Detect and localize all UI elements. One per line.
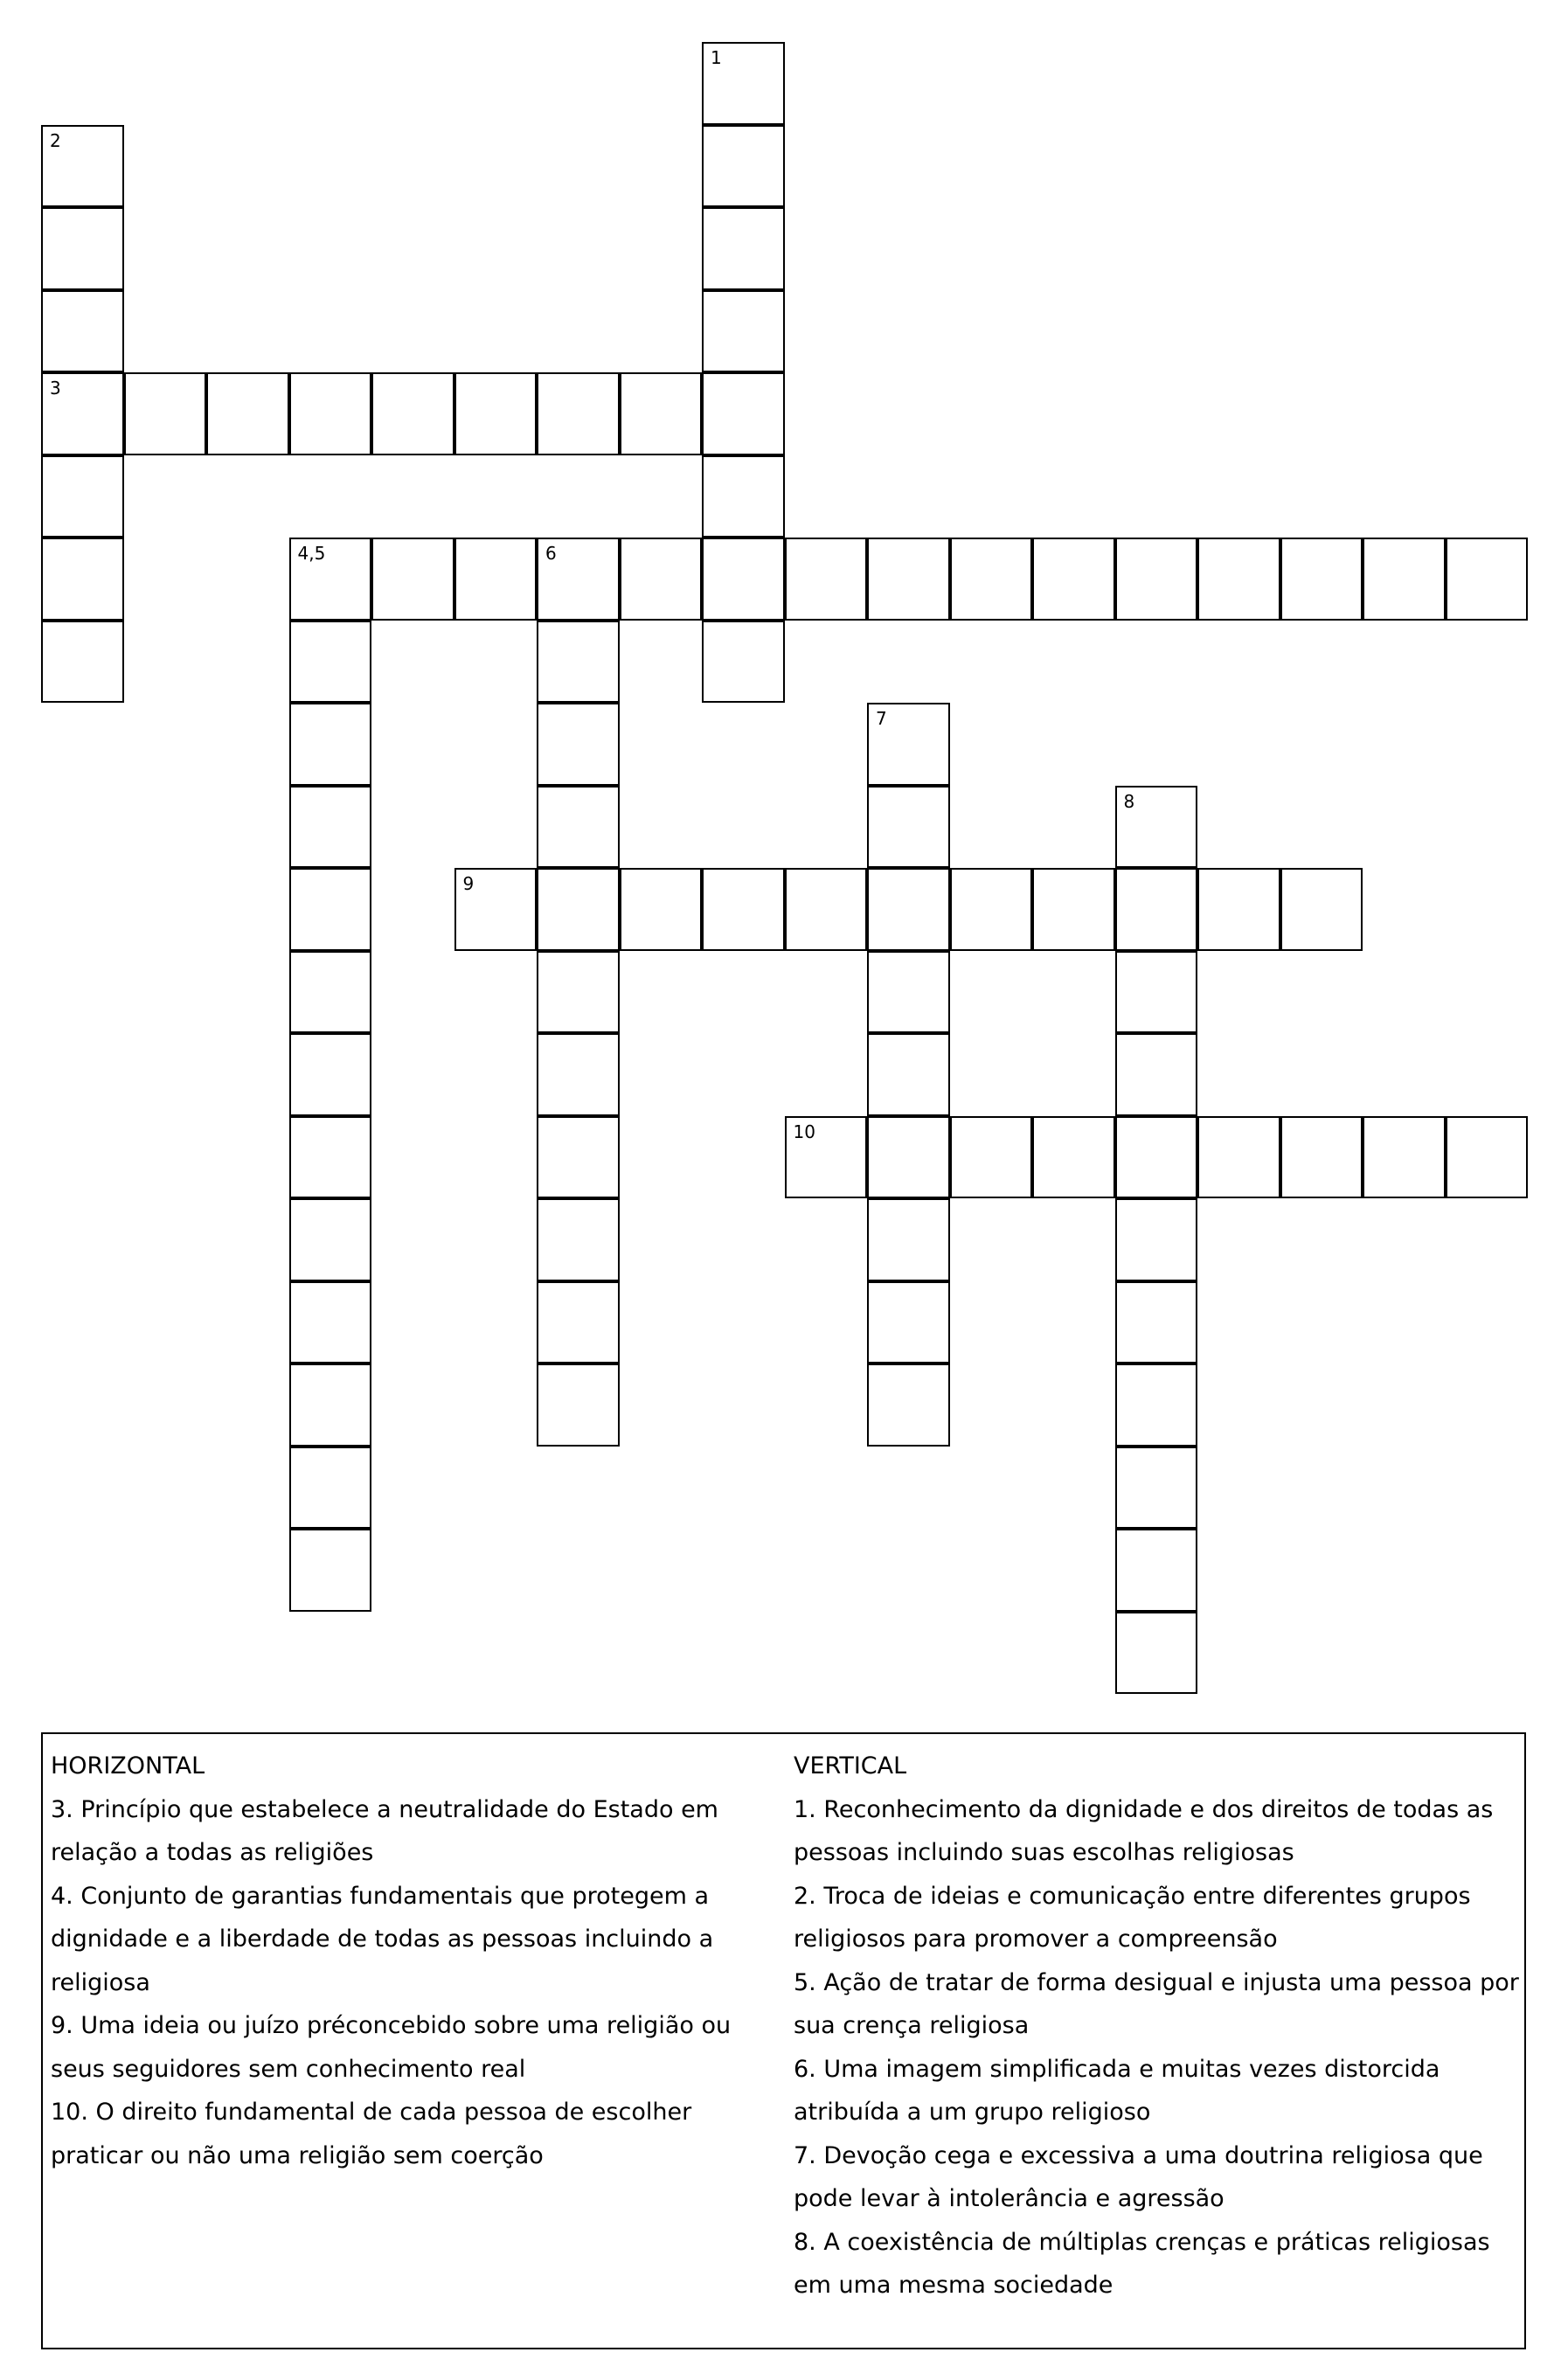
clue-number: 8 — [1123, 790, 1135, 812]
grid-cell[interactable] — [1115, 1033, 1198, 1116]
clue-4-across: 4. Conjunto de garantias fundamentais que protegem a dignidade e a liberdade de todas as pessoas incluindo a religiosa — [51, 1882, 714, 1996]
clue-6-down: 6. Uma imagem simplificada e muitas vezes distorcida atribuída a um grupo religioso — [794, 2055, 1440, 2126]
grid-cell[interactable] — [1446, 1116, 1529, 1199]
grid-cell[interactable] — [1115, 1281, 1198, 1364]
clue-number: 7 — [876, 708, 887, 729]
grid-cell[interactable] — [289, 621, 372, 704]
grid-cell[interactable] — [702, 125, 785, 208]
grid-cell[interactable] — [1115, 1529, 1198, 1612]
grid-cell[interactable] — [950, 868, 1033, 951]
vertical-heading: VERTICAL — [794, 1752, 907, 1780]
grid-cell[interactable] — [537, 1281, 620, 1364]
grid-cell[interactable] — [1115, 786, 1198, 869]
grid-cell[interactable] — [289, 1529, 372, 1612]
grid-cell[interactable] — [1363, 1116, 1446, 1199]
grid-cell[interactable] — [289, 1447, 372, 1530]
grid-cell[interactable] — [371, 372, 454, 455]
grid-cell[interactable] — [1032, 538, 1115, 621]
grid-cell[interactable] — [1197, 538, 1280, 621]
grid-cell[interactable] — [1363, 538, 1446, 621]
grid-cell[interactable] — [289, 951, 372, 1034]
grid-cell[interactable] — [867, 868, 950, 951]
grid-cell[interactable] — [1446, 538, 1529, 621]
grid-cell[interactable] — [537, 621, 620, 704]
grid-cell[interactable] — [702, 455, 785, 538]
grid-cell[interactable] — [1032, 868, 1115, 951]
grid-cell[interactable] — [371, 538, 454, 621]
grid-cell[interactable] — [537, 951, 620, 1034]
clue-10-across: 10. O direito fundamental de cada pessoa de escolher praticar ou não uma religião sem coerção — [51, 2099, 692, 2169]
grid-cell[interactable] — [1280, 538, 1363, 621]
grid-cell[interactable] — [1115, 868, 1198, 951]
grid-cell[interactable] — [1115, 1198, 1198, 1281]
grid-cell[interactable] — [1280, 868, 1363, 951]
grid-cell[interactable] — [867, 1198, 950, 1281]
vertical-clues — [794, 1745, 1519, 2307]
grid-cell[interactable] — [289, 868, 372, 951]
grid-cell[interactable] — [867, 703, 950, 786]
grid-cell[interactable] — [537, 538, 620, 621]
grid-cell[interactable] — [454, 868, 538, 951]
grid-cell[interactable] — [289, 703, 372, 786]
grid-cell[interactable] — [702, 372, 785, 455]
grid-cell[interactable] — [206, 372, 289, 455]
clue-number: 10 — [793, 1121, 815, 1142]
grid-cell[interactable] — [1115, 1447, 1198, 1530]
grid-cell[interactable] — [537, 786, 620, 869]
grid-cell[interactable] — [1197, 1116, 1280, 1199]
clue-7-down: 7. Devoção cega e excessiva a uma doutrina religiosa que pode levar à intolerância e agressão — [794, 2141, 1483, 2212]
grid-cell[interactable] — [1115, 1116, 1198, 1199]
grid-cell[interactable] — [785, 868, 868, 951]
grid-cell[interactable] — [785, 1116, 868, 1199]
horizontal-clues — [51, 1745, 776, 2177]
grid-cell[interactable] — [289, 538, 372, 621]
grid-cell[interactable] — [537, 372, 620, 455]
grid-cell[interactable] — [867, 1116, 950, 1199]
grid-cell[interactable] — [867, 1281, 950, 1364]
grid-cell[interactable] — [620, 868, 703, 951]
grid-cell[interactable] — [1032, 1116, 1115, 1199]
grid-cell[interactable] — [41, 207, 124, 290]
grid-cell[interactable] — [454, 372, 538, 455]
clue-number: 2 — [50, 129, 61, 151]
clue-number: 9 — [462, 873, 475, 894]
grid-cell[interactable] — [41, 125, 124, 208]
clue-9-across: 9. Uma ideia ou juízo préconcebido sobre uma religião ou seus seguidores sem conhecimento real — [51, 2012, 732, 2083]
grid-cell[interactable] — [289, 1198, 372, 1281]
grid-cell[interactable] — [289, 1116, 372, 1199]
grid-cell[interactable] — [702, 42, 785, 125]
grid-cell[interactable] — [1197, 868, 1280, 951]
grid-cell[interactable] — [537, 703, 620, 786]
grid-cell[interactable] — [289, 1281, 372, 1364]
horizontal-heading: HORIZONTAL — [51, 1752, 205, 1780]
grid-cell[interactable] — [620, 538, 703, 621]
clue-1-down: 1. Reconhecimento da dignidade e dos direitos de todas as pessoas incluindo suas escolhas religiosas — [794, 1795, 1494, 1866]
grid-cell[interactable] — [289, 372, 372, 455]
grid-cell[interactable] — [867, 786, 950, 869]
grid-cell[interactable] — [289, 786, 372, 869]
grid-cell[interactable] — [702, 621, 785, 704]
grid-cell[interactable] — [537, 1363, 620, 1447]
grid-cell[interactable] — [41, 290, 124, 373]
grid-cell[interactable] — [702, 290, 785, 373]
grid-cell[interactable] — [702, 207, 785, 290]
grid-cell[interactable] — [785, 538, 868, 621]
grid-cell[interactable] — [1115, 1363, 1198, 1447]
grid-cell[interactable] — [1115, 951, 1198, 1034]
grid-cell[interactable] — [289, 1363, 372, 1447]
grid-cell[interactable] — [537, 1033, 620, 1116]
grid-cell[interactable] — [950, 1116, 1033, 1199]
clue-3-across: 3. Princípio que estabelece a neutralidade do Estado em relação a todas as religiões — [51, 1795, 718, 1866]
grid-cell[interactable] — [537, 868, 620, 951]
grid-cell[interactable] — [702, 868, 785, 951]
grid-cell[interactable] — [41, 621, 124, 704]
grid-cell[interactable] — [124, 372, 207, 455]
grid-cell[interactable] — [41, 538, 124, 621]
grid-cell[interactable] — [1115, 1612, 1198, 1695]
clue-number: 3 — [50, 378, 61, 399]
grid-cell[interactable] — [41, 455, 124, 538]
grid-cell[interactable] — [950, 538, 1033, 621]
clue-number: 6 — [545, 543, 557, 564]
grid-cell[interactable] — [620, 372, 703, 455]
grid-cell[interactable] — [867, 1033, 950, 1116]
grid-cell[interactable] — [867, 1363, 950, 1447]
grid-cell[interactable] — [867, 951, 950, 1034]
clue-number: 1 — [711, 47, 722, 68]
grid-cell[interactable] — [454, 538, 538, 621]
grid-cell[interactable] — [1115, 538, 1198, 621]
clues-box — [41, 1732, 1526, 2349]
grid-cell[interactable] — [702, 538, 785, 621]
clue-5-down: 5. Ação de tratar de forma desigual e injusta uma pessoa por sua crença religiosa — [794, 1968, 1519, 2039]
grid-cell[interactable] — [41, 372, 124, 455]
clue-number: 4,5 — [297, 543, 326, 564]
clue-2-down: 2. Troca de ideias e comunicação entre diferentes grupos religiosos para promover a compreensão — [794, 1882, 1471, 1953]
grid-cell[interactable] — [537, 1198, 620, 1281]
grid-cell[interactable] — [537, 1116, 620, 1199]
grid-cell[interactable] — [867, 538, 950, 621]
grid-cell[interactable] — [1280, 1116, 1363, 1199]
clue-8-down: 8. A coexistência de múltiplas crenças e práticas religiosas em uma mesma sociedade — [794, 2228, 1490, 2299]
grid-cell[interactable] — [289, 1033, 372, 1116]
